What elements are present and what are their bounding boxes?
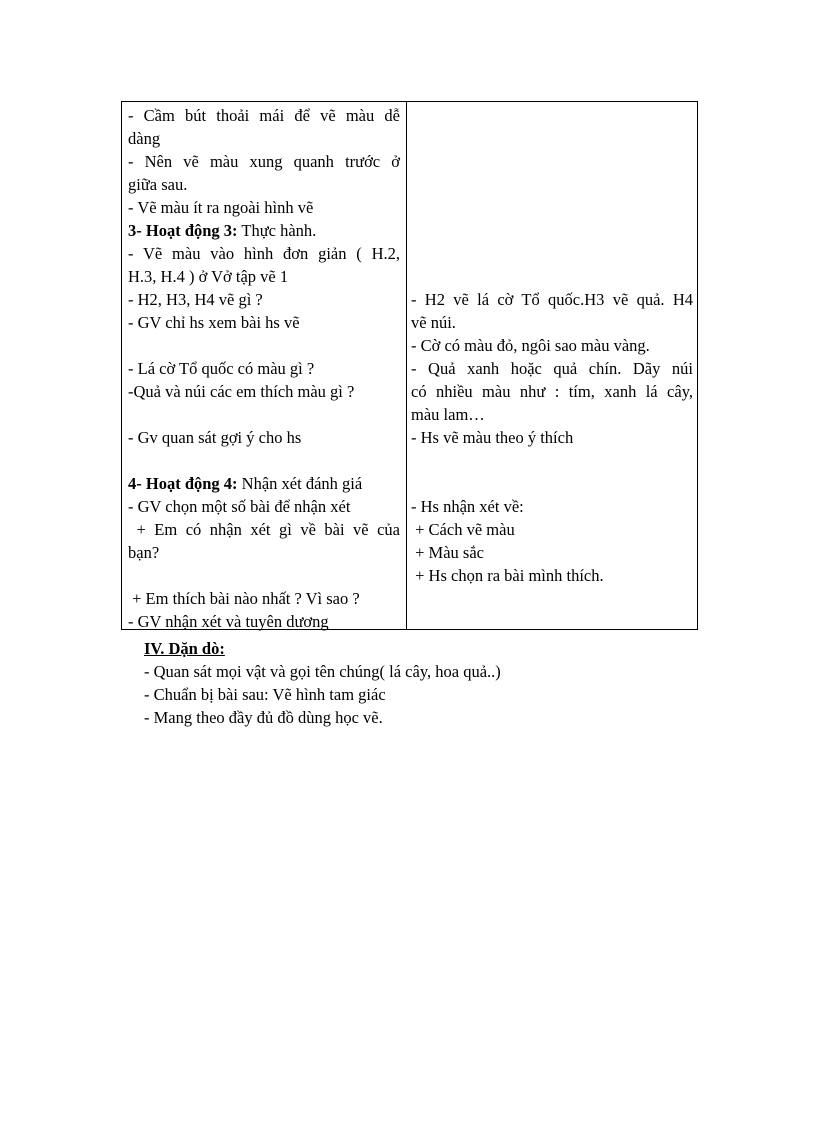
student-line: - Hs nhận xét về: — [411, 497, 524, 516]
teacher-line: - Lá cờ Tổ quốc có màu gì ? — [128, 359, 315, 378]
activity-4-title: Nhận xét đánh giá — [237, 474, 363, 493]
activity-3-heading — [128, 219, 400, 242]
homework-item: - Quan sát mọi vật và gọi tên chúng( lá cây, hoa quả..) — [144, 662, 501, 681]
student-line: vẽ núi. — [411, 313, 456, 332]
teacher-line: - GV nhận xét và tuyên dương — [128, 612, 329, 631]
teacher-line: - Cầm bút thoải mái để vẽ màu dễ — [128, 106, 400, 125]
student-line: - H2 vẽ lá cờ Tổ quốc.H3 vẽ quả. H4 — [411, 290, 693, 309]
student-line: có nhiều màu như : tím, xanh lá cây, — [411, 382, 693, 401]
homework-section — [144, 637, 501, 729]
student-line: + Cách vẽ màu — [411, 520, 515, 539]
teacher-line: giữa sau. — [128, 175, 188, 194]
teacher-line: - GV chọn một số bài để nhận xét — [128, 497, 351, 516]
student-line: màu lam… — [411, 405, 485, 424]
homework-heading: IV. Dặn dò: — [144, 639, 225, 658]
activity-4-heading — [128, 472, 400, 495]
student-line: + Màu sắc — [411, 543, 484, 562]
homework-item: - Mang theo đầy đủ đồ dùng học vẽ. — [144, 708, 383, 727]
teacher-line: - GV chỉ hs xem bài hs vẽ — [128, 313, 300, 332]
column-divider — [406, 102, 407, 629]
teacher-line: dàng — [128, 129, 161, 148]
homework-item: - Chuẩn bị bài sau: Vẽ hình tam giác — [144, 685, 386, 704]
teacher-line: - Vẽ màu vào hình đơn giản ( H.2, — [128, 244, 400, 263]
student-line: - Quả xanh hoặc quả chín. Dãy núi — [411, 359, 693, 378]
student-line: - Hs vẽ màu theo ý thích — [411, 428, 574, 447]
activity-3-label: 3- Hoạt động 3: — [128, 221, 238, 240]
teacher-line: -Quả và núi các em thích màu gì ? — [128, 382, 355, 401]
lesson-activity-table — [121, 101, 698, 630]
teacher-line: - Nên vẽ màu xung quanh trước ở — [128, 152, 400, 171]
student-line: + Hs chọn ra bài mình thích. — [411, 566, 604, 585]
teacher-line: - H2, H3, H4 vẽ gì ? — [128, 290, 263, 309]
teacher-line: H.3, H.4 ) ở Vở tập vẽ 1 — [128, 267, 289, 286]
teacher-line: + Em thích bài nào nhất ? Vì sao ? — [128, 589, 360, 608]
activity-3-title: Thực hành. — [237, 221, 317, 240]
teacher-line: - Gv quan sát gợi ý cho hs — [128, 428, 302, 447]
activity-4-label: 4- Hoạt động 4: — [128, 474, 238, 493]
teacher-line: bạn? — [128, 543, 160, 562]
teacher-line: - Vẽ màu ít ra ngoài hình vẽ — [128, 198, 314, 217]
teacher-line: + Em có nhận xét gì về bài vẽ của — [128, 520, 400, 539]
student-line: - Cờ có màu đỏ, ngôi sao màu vàng. — [411, 336, 650, 355]
